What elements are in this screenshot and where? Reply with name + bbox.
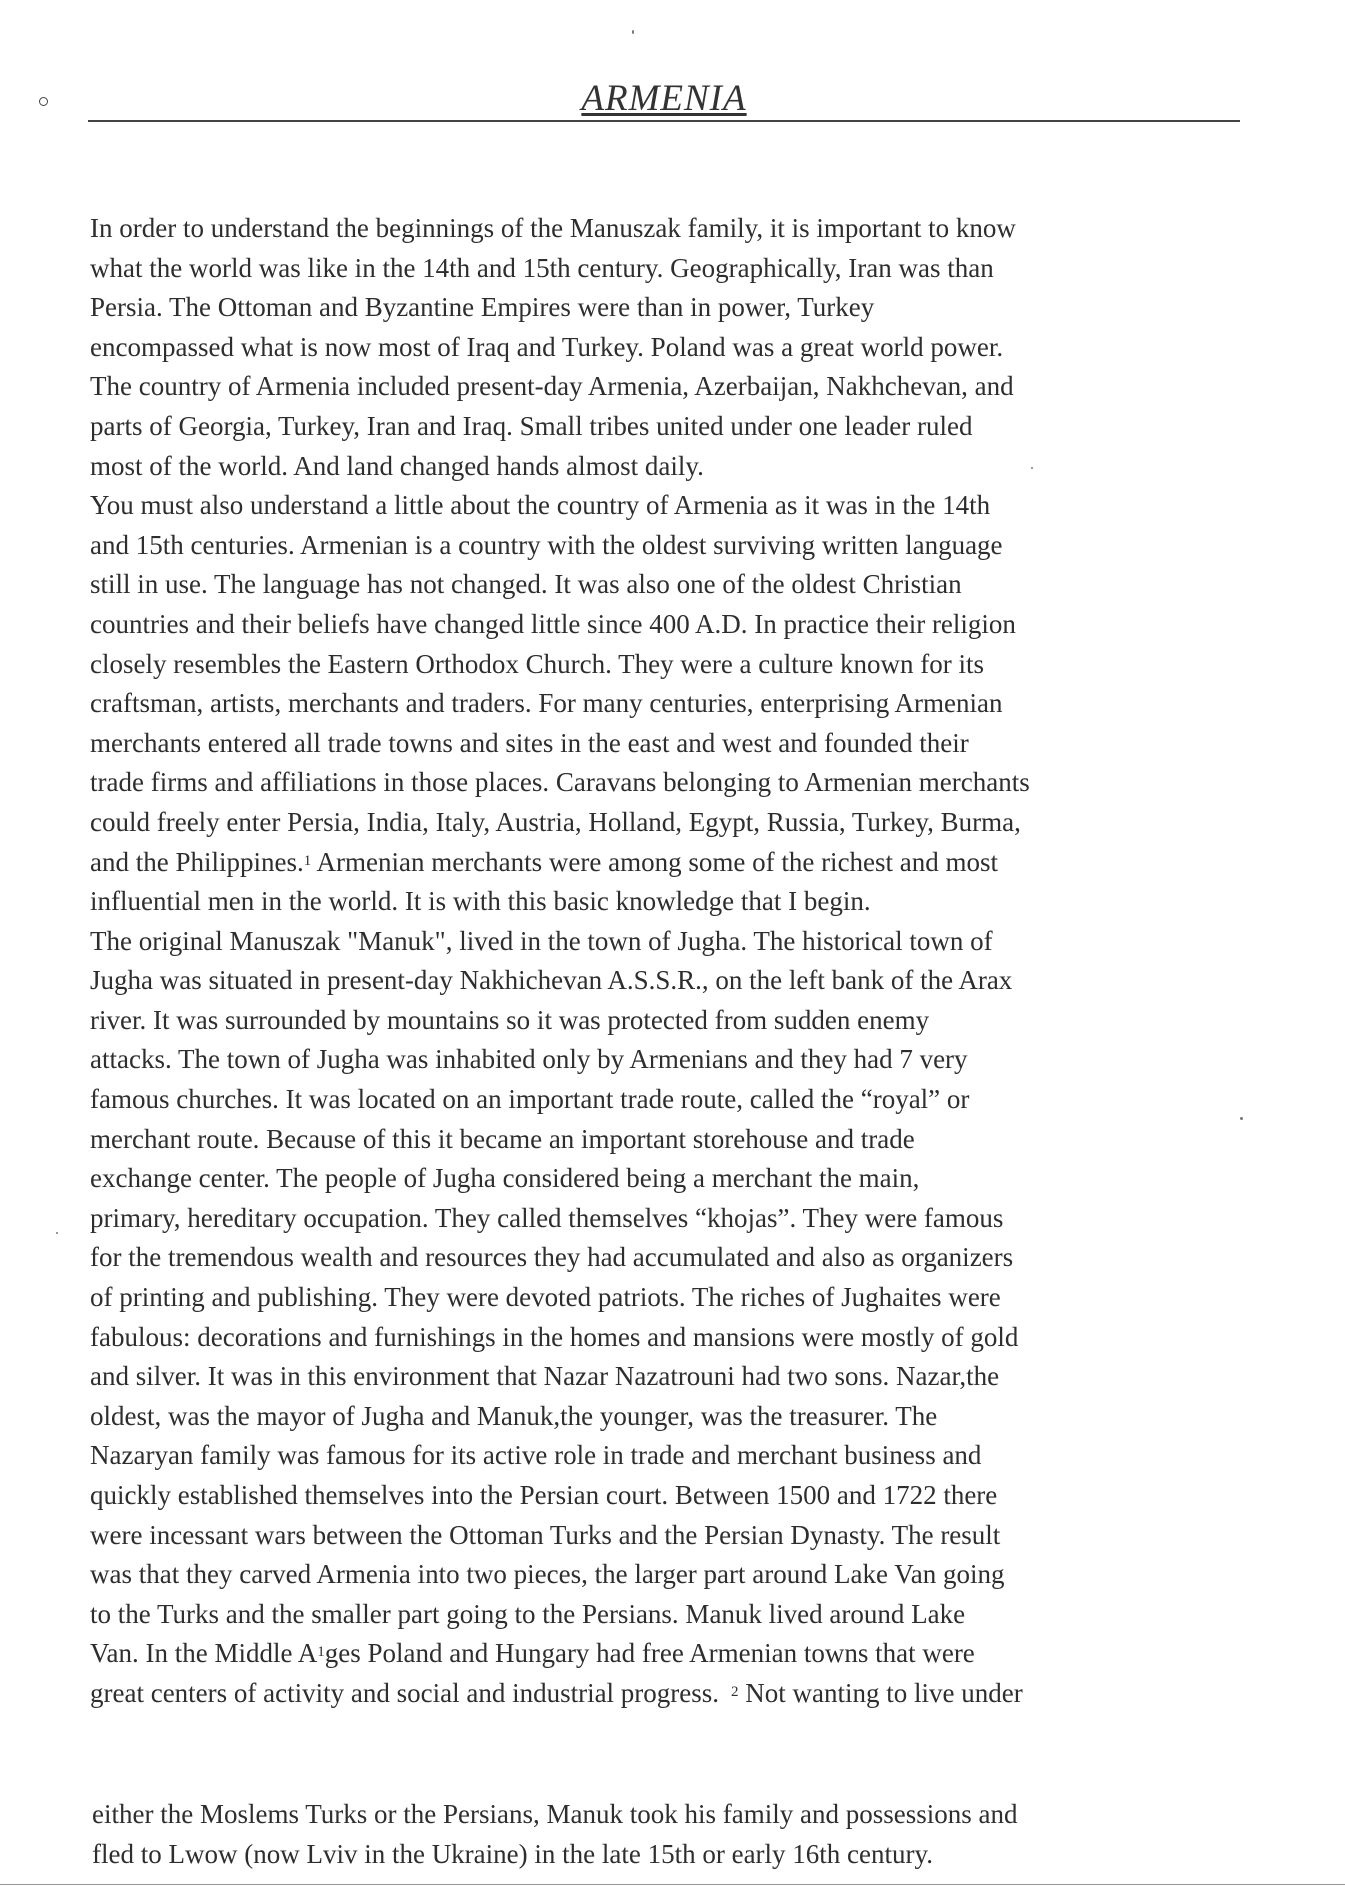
- text-line: [90, 1674, 1240, 1714]
- scan-speck: [1240, 1117, 1243, 1120]
- text-line: craftsman, artists, merchants and traders. For many centuries, enterprising Armenian: [90, 688, 1003, 719]
- text-line: fled to Lwow (now Lviv in the Ukraine) in the late 15th or early 16th century.: [92, 1839, 934, 1869]
- title-rule: [88, 120, 1240, 122]
- text-line: parts of Georgia, Turkey, Iran and Iraq. Small tribes united under one leader ruled: [90, 410, 973, 441]
- text-line: primary, hereditary occupation. They called themselves “khojas”. They were famous: [90, 1202, 1004, 1233]
- body-text: [90, 209, 1240, 1714]
- text-line: You must also understand a little about the country of Armenia as it was in the 14th: [90, 490, 991, 521]
- text-line: Nazaryan family was famous for its active role in trade and merchant business and: [90, 1440, 982, 1471]
- text-line: river. It was surrounded by mountains so it was protected from sudden enemy: [90, 1004, 930, 1035]
- text-line: for the tremendous wealth and resources they had accumulated and also as organizers: [90, 1242, 1014, 1273]
- text-line: most of the world. And land changed hands almost daily.: [90, 450, 704, 481]
- text-line: quickly established themselves into the Persian court. Between 1500 and 1722 there: [90, 1480, 998, 1510]
- text-line: Jugha was situated in present-day Nakhichevan A.S.S.R., on the left bank of the Arax: [90, 965, 1013, 996]
- page-title-text: ARMENIA: [581, 78, 747, 119]
- text-line: encompassed what is now most of Iraq and Turkey. Poland was a great world power.: [90, 331, 1004, 362]
- text-line: closely resembles the Eastern Orthodox Church. They were a culture known for its: [90, 648, 984, 679]
- text-line: famous churches. It was located on an important trade route, called the “royal” or: [90, 1084, 970, 1115]
- text-segment: and the Philippines.: [90, 846, 304, 877]
- text-line: what the world was like in the 14th and 15th century. Geographically, Iran was than: [90, 252, 994, 283]
- text-line: still in use. The language has not changed. It was also one of the oldest Christian: [90, 569, 962, 600]
- text-line: influential men in the world. It is with this basic knowledge that I begin.: [90, 886, 871, 917]
- text-line: was that they carved Armenia into two pieces, the larger part around Lake Van going: [90, 1559, 1005, 1590]
- page-header: [88, 78, 1240, 124]
- text-line: attacks. The town of Jugha was inhabited only by Armenians and they had 7 very: [90, 1044, 968, 1075]
- text-line: oldest, was the mayor of Jugha and Manuk,the younger, was the treasurer. The: [90, 1400, 938, 1431]
- page-title: [88, 78, 1240, 120]
- text-line: Persia. The Ottoman and Byzantine Empires were than in power, Turkey: [90, 292, 875, 323]
- footnote-marker: 2: [731, 1683, 739, 1700]
- text-line: In order to understand the beginnings of the Manuszak family, it is important to know: [90, 213, 1016, 243]
- text-segment: Van. In the Middle A: [90, 1638, 318, 1669]
- text-segment: ges Poland and Hungary had free Armenian towns that were: [324, 1638, 975, 1669]
- text-line: either the Moslems Turks or the Persians, Manuk took his family and possessions and: [92, 1799, 1018, 1829]
- text-line: merchant route. Because of this it became an important storehouse and trade: [90, 1123, 915, 1154]
- text-line: and 15th centuries. Armenian is a country with the oldest surviving written language: [90, 529, 1003, 560]
- text-line: [90, 843, 1240, 883]
- text-line: trade firms and affiliations in those places. Caravans belonging to Armenian merchants: [90, 767, 1030, 798]
- text-line: The original Manuszak "Manuk", lived in the town of Jugha. The historical town of: [90, 925, 993, 956]
- text-line: to the Turks and the smaller part going to the Persians. Manuk lived around Lake: [90, 1598, 966, 1629]
- text-segment: Armenian merchants were among some of the richest and most: [311, 846, 999, 877]
- text-line: [90, 1634, 1240, 1674]
- text-line: countries and their beliefs have changed little since 400 A.D. In practice their religion: [90, 608, 1016, 639]
- footnote-marker: 1: [303, 852, 312, 869]
- text-line: could freely enter Persia, India, Italy, Austria, Holland, Egypt, Russia, Turkey, Burma,: [90, 806, 1021, 837]
- scan-speck: [632, 30, 634, 34]
- text-line: The country of Armenia included present-day Armenia, Azerbaijan, Nakhchevan, and: [90, 371, 1014, 402]
- superscript-mark: 1: [317, 1644, 325, 1661]
- continuation-text: [92, 1794, 1242, 1874]
- text-line: exchange center. The people of Jugha considered being a merchant the main,: [90, 1163, 920, 1194]
- text-line: were incessant wars between the Ottoman Turks and the Persian Dynasty. The result: [90, 1519, 1001, 1550]
- hole-punch-mark: [39, 97, 48, 106]
- bottom-rule: [0, 1884, 1345, 1885]
- text-segment: great centers of activity and social and industrial progress.: [90, 1677, 720, 1708]
- text-line: fabulous: decorations and furnishings in the homes and mansions were mostly of gold: [90, 1321, 1019, 1352]
- scan-speck: [1031, 467, 1033, 469]
- scan-speck: [56, 1232, 58, 1234]
- text-line: of printing and publishing. They were devoted patriots. The riches of Jughaites were: [90, 1282, 1001, 1313]
- text-line: merchants entered all trade towns and sites in the east and west and founded their: [90, 727, 969, 758]
- text-segment: Not wanting to live under: [738, 1677, 1023, 1708]
- text-line: and silver. It was in this environment that Nazar Nazatrouni had two sons. Nazar,the: [90, 1361, 1000, 1392]
